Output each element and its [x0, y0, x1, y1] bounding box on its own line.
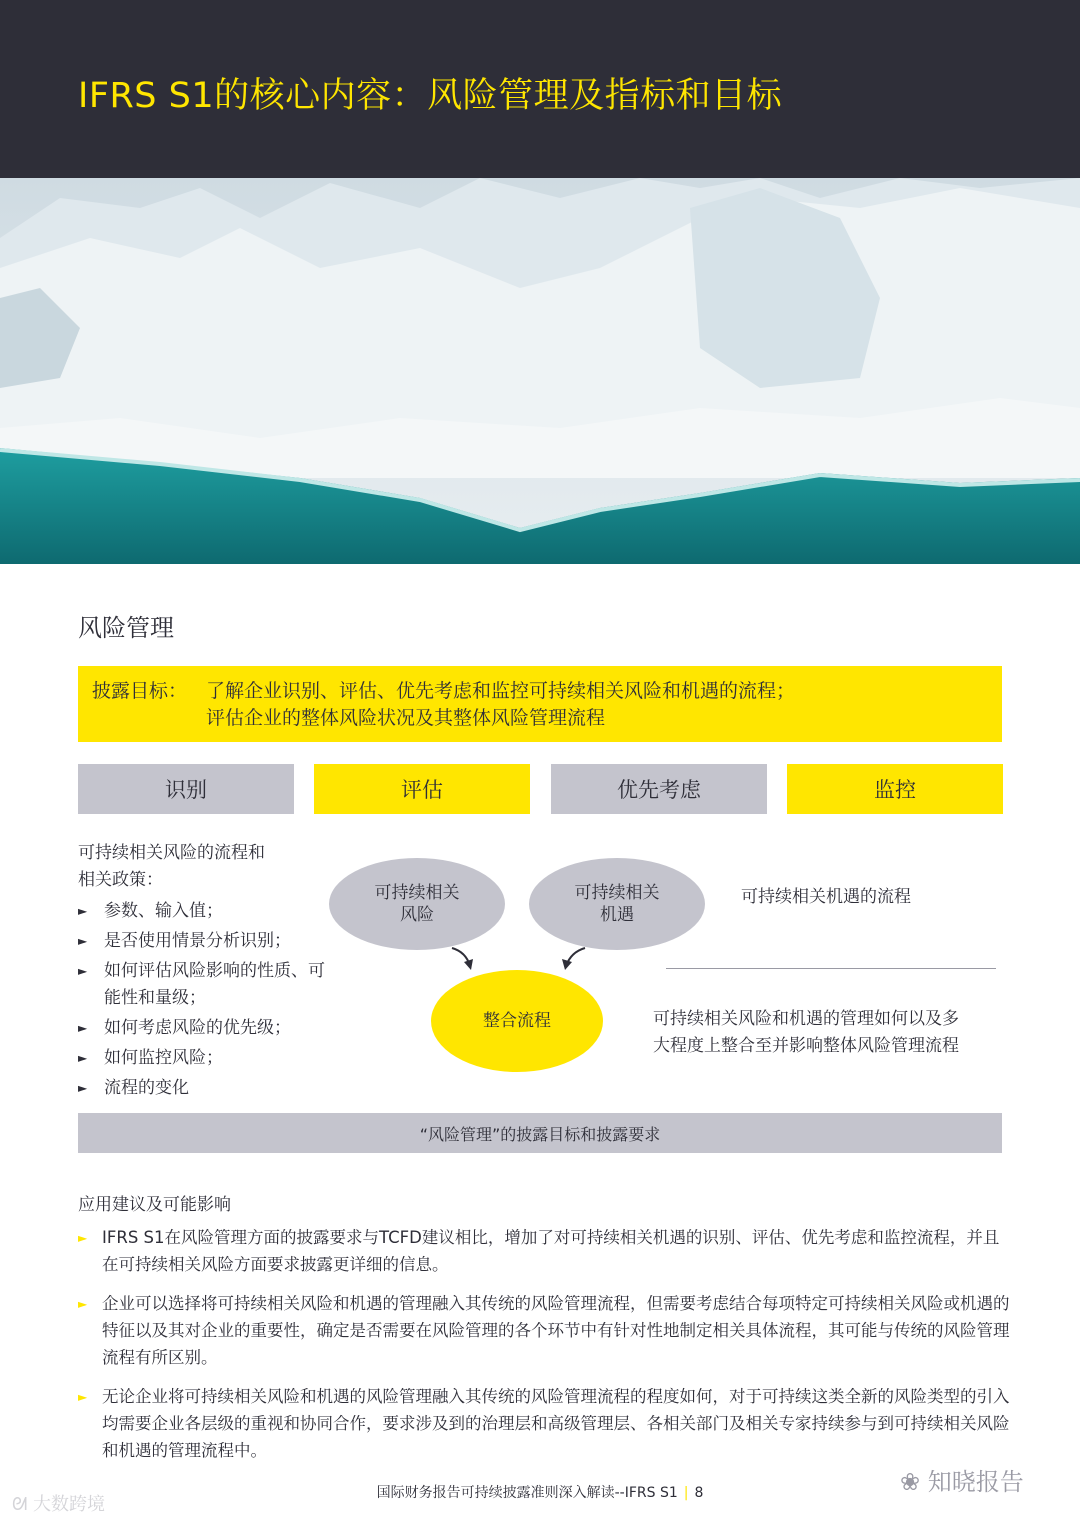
footer-separator: | [683, 1485, 689, 1501]
arrow-head-icon [464, 959, 473, 970]
list-item: ► 参数、输入值； [78, 898, 338, 925]
integration-line: 可持续相关风险和机遇的管理如何以及多 [653, 1009, 959, 1029]
step-identify: 识别 [78, 764, 294, 814]
opportunity-ellipse-label: 可持续相关 [574, 883, 660, 903]
list-item: ► IFRS S1在风险管理方面的披露要求与TCFD建议相比，增加了对可持续相关机遇的识别、评估、优先考虑和监控流程，并且在可持续相关风险方面要求披露更详细的信息。 [78, 1224, 1014, 1278]
connector-arrows [440, 940, 600, 980]
wechat-icon: ❀ [900, 1468, 928, 1496]
page-header [0, 0, 1080, 178]
step-monitor: 监控 [787, 764, 1003, 814]
glacier-photo [0, 178, 1080, 564]
list-item: ► 如何考虑风险的优先级； [78, 1015, 338, 1042]
triangle-bullet-icon: ► [78, 934, 88, 948]
list-item: ► 企业可以选择将可持续相关风险和机遇的管理融入其传统的风险管理流程，但需要考虑结合每项特定可持续相关风险或机遇的特征以及其对企业的重要性，确定是否需要在风险管理的各个环节中有针对性地制定相关具体流程，其可能与传统的风险管理流程有所区别。 [78, 1290, 1014, 1371]
goal-line: 评估企业的整体风险状况及其整体风险管理流程 [206, 707, 606, 729]
footer-text: 国际财务报告可持续披露准则深入解读--IFRS S1 [376, 1485, 678, 1501]
opportunity-ellipse-label: 机遇 [600, 905, 634, 925]
list-heading: 可持续相关风险的流程和 [78, 843, 265, 863]
risk-process-list [78, 840, 338, 1105]
watermark-left: ᘛ 大数跨境 [12, 1494, 106, 1515]
integration-ellipse [431, 970, 603, 1072]
step-assess: 评估 [314, 764, 530, 814]
watermark-right: ❀ 知晓报告 [900, 1468, 1024, 1496]
triangle-bullet-icon: ► [78, 1021, 88, 1035]
divider [666, 968, 996, 969]
list-item: ► 是否使用情景分析识别； [78, 928, 338, 955]
implications-list [78, 1224, 1014, 1476]
triangle-bullet-icon: ► [78, 964, 88, 978]
list-item: ► 如何监控风险； [78, 1045, 338, 1072]
step-prioritize: 优先考虑 [551, 764, 767, 814]
disclosure-goal-box [78, 666, 1002, 742]
risk-ellipse-label: 风险 [400, 905, 434, 925]
opportunity-process-text: 可持续相关机遇的流程 [741, 887, 911, 907]
risk-ellipse-label: 可持续相关 [374, 883, 460, 903]
list-item: ► 无论企业将可持续相关风险和机遇的风险管理融入其传统的风险管理流程的程度如何，对于可持续这类全新的风险类型的引入均需要企业各层级的重视和协同合作，要求涉及到的治理层和高级管理层、各相关部门及相关专家持续参与到可持续相关风险和机遇的管理流程中。 [78, 1383, 1014, 1464]
risk-ellipse [329, 858, 505, 950]
integration-line: 大程度上整合至并影响整体风险管理流程 [653, 1036, 959, 1056]
triangle-bullet-icon: ► [78, 1297, 88, 1311]
list-item: ► 如何评估风险影响的性质、可能性和量级； [78, 958, 338, 1012]
section-title: 风险管理 [78, 614, 174, 642]
goal-label: 披露目标： [92, 680, 188, 702]
triangle-bullet-icon: ► [78, 1051, 88, 1065]
triangle-bullet-icon: ► [78, 1081, 88, 1095]
triangle-bullet-icon: ► [78, 1231, 88, 1245]
watermark-icon: ᘛ [12, 1494, 34, 1515]
goal-line: 了解企业识别、评估、优先考虑和监控可持续相关风险和机遇的流程； [206, 680, 796, 702]
triangle-bullet-icon: ► [78, 904, 88, 918]
page-number: 8 [694, 1485, 704, 1501]
page-title: IFRS S1的核心内容：风险管理及指标和目标 [78, 76, 783, 116]
list-item: ► 流程的变化 [78, 1075, 338, 1102]
opportunity-ellipse [529, 858, 705, 950]
caption-bar: “风险管理”的披露目标和披露要求 [78, 1113, 1002, 1153]
list-heading: 相关政策： [78, 870, 163, 890]
arrow-head-icon [562, 959, 572, 970]
implications-title: 应用建议及可能影响 [78, 1195, 231, 1215]
triangle-bullet-icon: ► [78, 1390, 88, 1404]
integration-ellipse-label: 整合流程 [483, 1011, 551, 1031]
integration-description [653, 1006, 959, 1060]
